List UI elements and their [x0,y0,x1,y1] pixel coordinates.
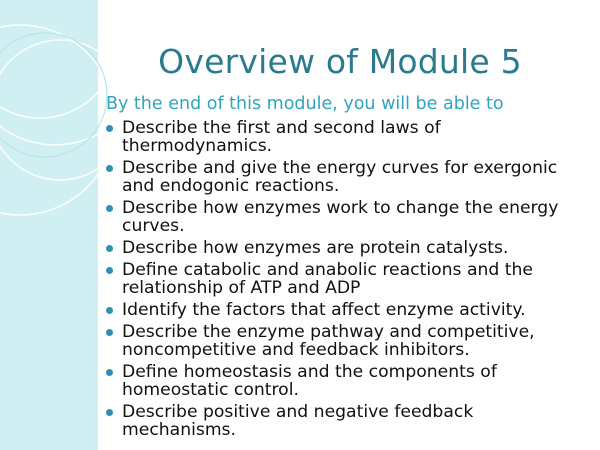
list-item [104,261,580,297]
list-item [104,159,580,195]
bullet-dot-icon [106,409,113,416]
bullet-dot-icon [106,369,113,376]
list-item [104,199,580,235]
decorative-arc [0,25,115,215]
list-item-text: Describe how enzymes work to change the energy curves. [122,198,559,236]
list-item [104,363,580,399]
list-item-text: Describe positive and negative feedback mechanisms. [122,402,474,440]
bullet-dot-icon [106,267,113,274]
list-item [104,301,580,319]
list-item-text: Define catabolic and anabolic reactions and the relationship of ATP and ADP [122,260,533,298]
bullet-dot-icon [106,329,113,336]
bullet-dot-icon [106,125,113,132]
bullet-dot-icon [106,205,113,212]
list-item-text: Describe how enzymes are protein catalysts. [122,238,509,258]
list-item [104,239,580,257]
list-item [104,403,580,439]
bullet-dot-icon [106,245,113,252]
decorative-arc [0,33,107,157]
list-item [104,119,580,155]
slide-intro: By the end of this module, you will be able to [106,94,504,114]
list-item-text: Describe and give the energy curves for exergonic and endogonic reactions. [122,158,558,196]
list-item [104,323,580,359]
bullet-list [104,119,580,443]
list-item-text: Identify the factors that affect enzyme activity. [122,300,526,320]
list-item-text: Define homeostasis and the components of homeostatic control. [122,362,497,400]
slide-title: Overview of Module 5 [158,42,522,81]
list-item-text: Describe the enzyme pathway and competitive, noncompetitive and feedback inhibitors. [122,322,535,360]
bullet-dot-icon [106,165,113,172]
list-item-text: Describe the first and second laws of thermodynamics. [122,118,441,156]
bullet-dot-icon [106,307,113,314]
